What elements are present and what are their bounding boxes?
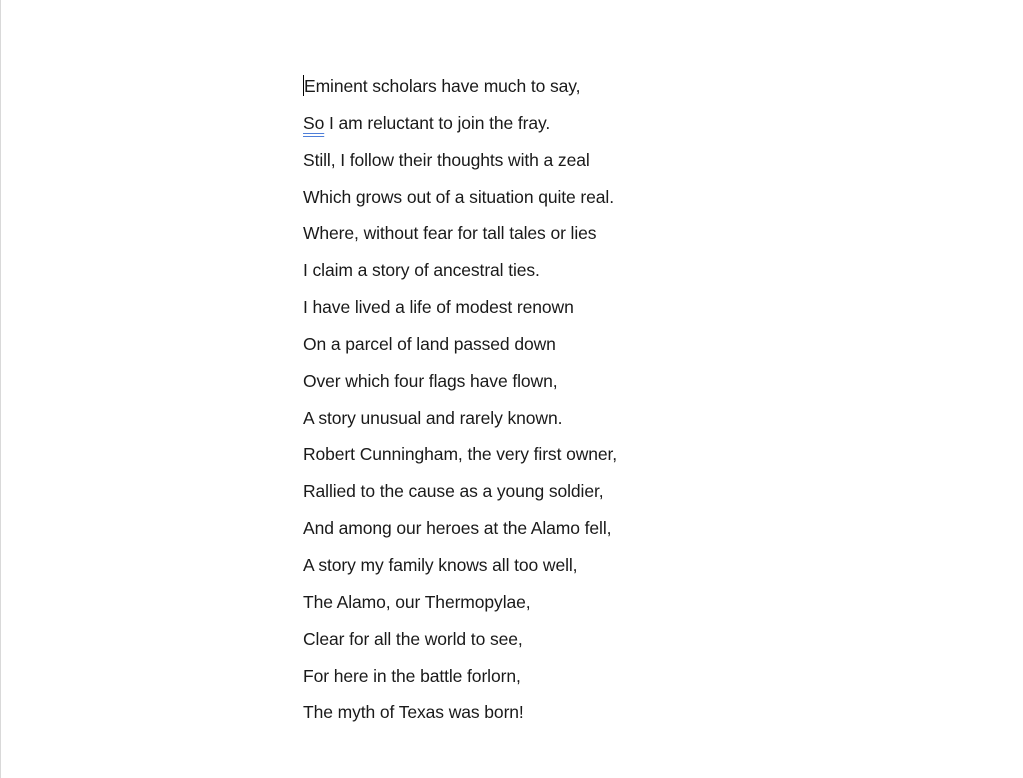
poem-line-5[interactable]: Where, without fear for tall tales or lies [303, 223, 597, 244]
poem-line-13[interactable]: And among our heroes at the Alamo fell, [303, 518, 612, 539]
poem-line-2[interactable] [303, 109, 617, 146]
poem-line-11[interactable]: Robert Cunningham, the very first owner, [303, 444, 618, 465]
poem-line-18[interactable]: The myth of Texas was born! [303, 702, 524, 723]
poem-line-16[interactable]: Clear for all the world to see, [303, 628, 523, 649]
poem-line-7[interactable]: I have lived a life of modest renown [303, 297, 574, 318]
poem-line-6[interactable]: I claim a story of ancestral ties. [303, 260, 540, 281]
poem-line-17[interactable]: For here in the battle forlorn, [303, 665, 521, 686]
poem-line-2-text: I am reluctant to join the fray. [324, 112, 551, 133]
poem-line-14[interactable]: A story my family knows all too well, [303, 554, 578, 575]
poem-line-4[interactable]: Which grows out of a situation quite real. [303, 186, 614, 207]
poem-line-1[interactable] [303, 72, 617, 109]
poem-line-8[interactable]: On a parcel of land passed down [303, 333, 556, 354]
poem-line-3[interactable]: Still, I follow their thoughts with a zeal [303, 149, 590, 170]
spellcheck-flagged-word[interactable]: So [303, 112, 325, 133]
poem-line-9[interactable]: Over which four flags have flown, [303, 370, 558, 391]
poem-text[interactable] [303, 72, 617, 735]
poem-line-10[interactable]: A story unusual and rarely known. [303, 407, 563, 428]
poem-line-1-text: Eminent scholars have much to say, [304, 76, 581, 96]
poem-line-12[interactable]: Rallied to the cause as a young soldier, [303, 481, 604, 502]
poem-line-15[interactable]: The Alamo, our Thermopylae, [303, 591, 531, 612]
